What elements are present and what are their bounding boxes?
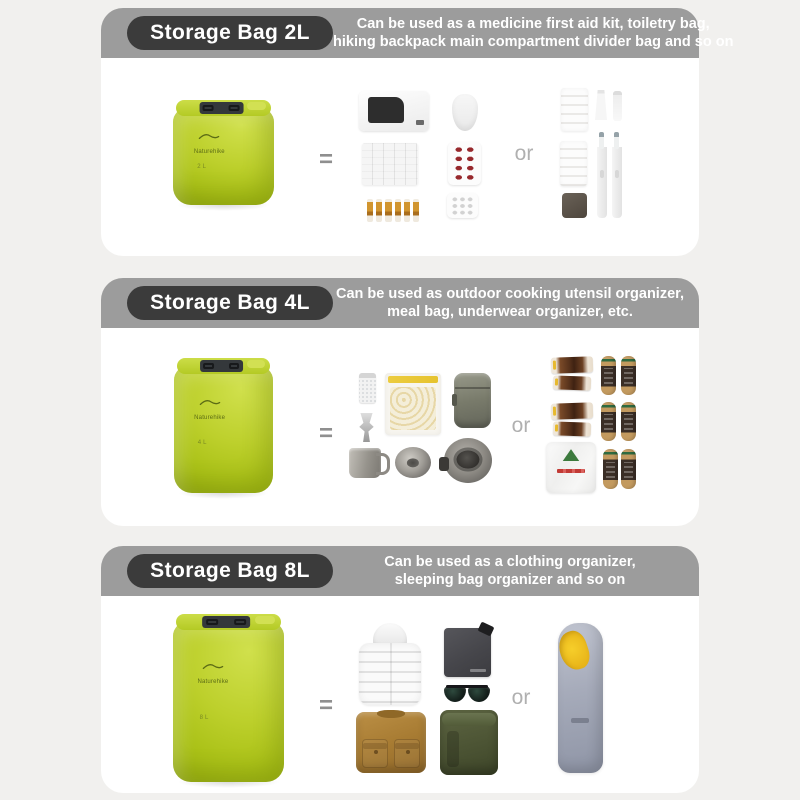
bag-size-label: 8L bbox=[199, 714, 211, 721]
chocolate-bar bbox=[551, 402, 594, 419]
down-jacket bbox=[359, 623, 421, 705]
soap-bar bbox=[562, 193, 587, 218]
olive-jacket bbox=[440, 710, 498, 775]
brand-label: Naturehike bbox=[194, 414, 226, 421]
chocolate-bar bbox=[551, 356, 594, 373]
electric-toothbrush bbox=[612, 132, 622, 218]
chocolate-bar bbox=[553, 421, 591, 436]
section-2l bbox=[101, 8, 734, 256]
description-line: Can be used as a medicine first aid kit, toiletry bag, bbox=[356, 15, 710, 32]
section-2l-card bbox=[101, 58, 699, 256]
brand-label: Naturehike bbox=[197, 679, 229, 685]
electric-toothbrush bbox=[597, 132, 607, 218]
camping-bowl bbox=[395, 447, 431, 478]
section-8l-card bbox=[101, 596, 699, 793]
brand-label: Naturehike bbox=[193, 149, 225, 156]
bag-body bbox=[174, 366, 273, 493]
section-2l-banner bbox=[101, 8, 734, 58]
sunglasses bbox=[444, 685, 490, 702]
bag-buckle bbox=[200, 360, 244, 372]
equals-sign: = bbox=[318, 692, 333, 719]
drybag-4l-photo bbox=[174, 358, 273, 493]
bag-size-label: 4L bbox=[197, 439, 209, 446]
sausage bbox=[601, 402, 616, 441]
dark-fleece-towel bbox=[444, 628, 491, 677]
folded-towel bbox=[560, 141, 587, 186]
gauze-pad bbox=[452, 94, 478, 131]
sausage bbox=[621, 402, 636, 441]
section-8l bbox=[101, 546, 699, 793]
bandage-pack bbox=[362, 143, 418, 185]
naturehike-logo bbox=[189, 662, 238, 687]
equals-sign: = bbox=[318, 146, 333, 173]
jacket-pocket bbox=[362, 739, 388, 768]
size-badge-4l: Storage Bag 4L bbox=[127, 286, 333, 320]
description-line: meal bag, underwear organizer, etc. bbox=[387, 304, 633, 320]
jacket-body bbox=[359, 643, 421, 705]
toothpaste-tube bbox=[595, 90, 607, 120]
mountain-logo-icon bbox=[198, 398, 222, 406]
sausage bbox=[603, 449, 618, 489]
mountain-logo-icon bbox=[201, 662, 225, 670]
toiletry-bottle bbox=[613, 91, 622, 121]
khaki-jacket bbox=[356, 712, 426, 773]
description-line: sleeping bag organizer and so on bbox=[394, 572, 626, 588]
sausage bbox=[601, 356, 616, 395]
description-line: hiking backpack main compartment divider bag and so on bbox=[333, 34, 734, 50]
drybag-8l-photo bbox=[173, 614, 284, 782]
size-badge-2l: Storage Bag 2L bbox=[127, 16, 333, 50]
section-8l-banner bbox=[101, 546, 699, 596]
chocolate-bar bbox=[553, 375, 591, 390]
white-pill-blister bbox=[447, 193, 478, 218]
bag-body bbox=[173, 622, 284, 782]
naturehike-logo bbox=[187, 132, 231, 157]
section-2l-description bbox=[333, 15, 733, 51]
description-line: Can be used as outdoor cooking utensil organizer, bbox=[335, 285, 685, 302]
sleeping-bag bbox=[558, 623, 603, 773]
or-label: or bbox=[511, 414, 531, 437]
mini-stove bbox=[357, 413, 376, 442]
naturehike-logo bbox=[188, 398, 232, 423]
cotton-swabs bbox=[367, 199, 419, 222]
red-pill-blister bbox=[448, 142, 481, 185]
instant-noodles-bag bbox=[385, 373, 441, 435]
sausage bbox=[621, 356, 636, 395]
bag-buckle bbox=[199, 102, 243, 114]
bag-size-label: 2L bbox=[197, 164, 208, 171]
camping-mug bbox=[349, 448, 381, 478]
section-4l bbox=[101, 278, 699, 526]
drybag-2l-photo bbox=[173, 100, 274, 205]
spice-shaker bbox=[359, 373, 376, 403]
bag-body bbox=[173, 108, 274, 205]
or-label: or bbox=[514, 142, 534, 165]
wet-wipes bbox=[359, 91, 429, 131]
sausage bbox=[621, 449, 636, 489]
equals-sign: = bbox=[318, 420, 333, 447]
folded-towel bbox=[561, 88, 588, 131]
bag-buckle bbox=[202, 616, 251, 628]
mess-tin bbox=[454, 373, 491, 428]
mountain-logo-icon bbox=[197, 132, 221, 140]
size-badge-8l: Storage Bag 8L bbox=[127, 554, 333, 588]
section-4l-description bbox=[333, 285, 687, 321]
description-line: Can be used as a clothing organizer, bbox=[384, 553, 636, 570]
jacket-pocket bbox=[394, 739, 420, 768]
section-8l-description bbox=[333, 553, 687, 589]
or-label: or bbox=[511, 686, 531, 709]
camping-kettle bbox=[444, 438, 492, 483]
instant-rice-bag bbox=[546, 442, 596, 493]
section-4l-card bbox=[101, 328, 699, 526]
section-4l-banner bbox=[101, 278, 699, 328]
